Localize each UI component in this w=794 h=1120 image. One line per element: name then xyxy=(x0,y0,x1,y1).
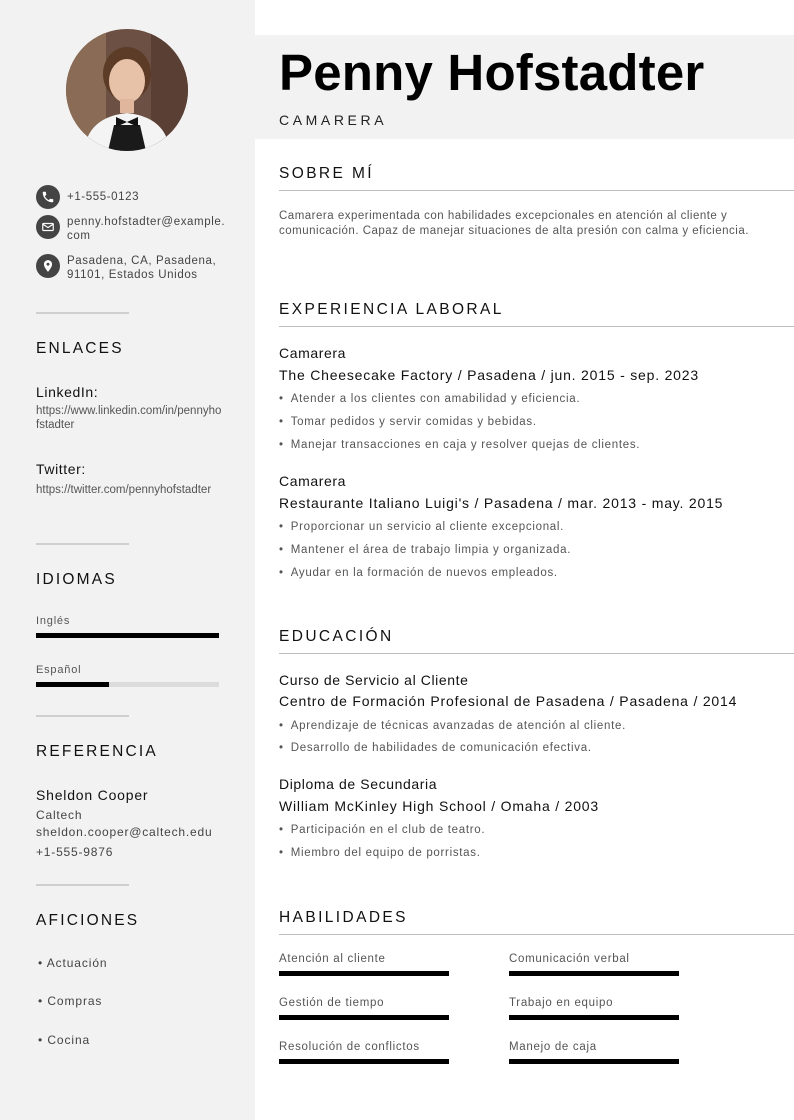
contact-phone xyxy=(36,185,226,209)
reference-name: Sheldon Cooper xyxy=(36,787,149,803)
education-bullet: • Desarrollo de habilidades de comunicación efectiva. xyxy=(279,742,592,754)
languages-heading: IDIOMAS xyxy=(36,571,117,588)
job-bullet: • Mantener el área de trabajo limpia y organizada. xyxy=(279,544,571,556)
skill-level-fill xyxy=(509,971,679,976)
education-subtitle: Centro de Formación Profesional de Pasadena / Pasadena / 2014 xyxy=(279,693,738,709)
skill-level-bar xyxy=(279,971,449,976)
job-title: Camarera xyxy=(279,345,347,361)
main-content xyxy=(255,0,794,1120)
phone-text: +1-555-0123 xyxy=(67,191,140,203)
candidate-name: Penny Hofstadter xyxy=(279,44,705,101)
education-bullet: • Miembro del equipo de porristas. xyxy=(279,847,481,859)
skill-level-fill xyxy=(509,1059,679,1064)
links-heading: ENLACES xyxy=(36,340,124,357)
language-level-fill xyxy=(36,682,109,687)
section-rule xyxy=(279,326,794,327)
contact-address xyxy=(36,254,226,282)
skill-level-fill xyxy=(279,971,449,976)
skill-level-bar xyxy=(279,1015,449,1020)
language-name: Inglés xyxy=(36,615,71,627)
language-level-bar xyxy=(36,682,219,687)
section-rule xyxy=(279,190,794,191)
divider xyxy=(36,312,129,314)
skills-heading: HABILIDADES xyxy=(279,909,408,926)
email-icon xyxy=(36,215,60,239)
reference-company: Caltech xyxy=(36,808,83,822)
email-text[interactable]: penny.hofstadter@example.com xyxy=(67,216,226,242)
contact-email xyxy=(36,215,226,243)
job-bullet: • Tomar pedidos y servir comidas y bebidas. xyxy=(279,416,537,428)
education-bullet: • Participación en el club de teatro. xyxy=(279,824,485,836)
about-text: Camarera experimentada con habilidades excepcionales en atención al cliente y comunicación. Capaz de manejar situaciones de alta presión con calma y eficiencia. xyxy=(279,210,749,237)
education-title: Curso de Servicio al Cliente xyxy=(279,672,469,688)
job-bullet: • Atender a los clientes con amabilidad y eficiencia. xyxy=(279,393,580,405)
linkedin-link[interactable]: https://www.linkedin.com/in/pennyhofstadter xyxy=(36,405,222,431)
job-title: Camarera xyxy=(279,473,347,489)
avatar xyxy=(66,29,188,151)
job-bullet: • Proporcionar un servicio al cliente excepcional. xyxy=(279,521,564,533)
skill-level-bar xyxy=(279,1059,449,1064)
skill-level-fill xyxy=(509,1015,679,1020)
skill-name: Comunicación verbal xyxy=(509,953,630,965)
divider xyxy=(36,884,129,886)
phone-icon xyxy=(36,185,60,209)
hobby-label: Actuación xyxy=(46,956,108,970)
twitter-link[interactable]: https://twitter.com/pennyhofstadter xyxy=(36,484,212,496)
education-heading: EDUCACIÓN xyxy=(279,628,394,645)
skill-level-bar xyxy=(509,1059,679,1064)
skill-level-bar xyxy=(509,1015,679,1020)
skill-name: Gestión de tiempo xyxy=(279,997,385,1009)
skill-level-fill xyxy=(279,1015,449,1020)
candidate-role: CAMARERA xyxy=(279,112,388,128)
job-subtitle: The Cheesecake Factory / Pasadena / jun. 2015 - sep. 2023 xyxy=(279,367,699,383)
sidebar xyxy=(0,0,255,1120)
hobby-label: Compras xyxy=(47,994,103,1008)
skill-name: Resolución de conflictos xyxy=(279,1041,420,1053)
divider xyxy=(36,543,129,545)
hobby-label: Cocina xyxy=(47,1033,91,1047)
experience-heading: EXPERIENCIA LABORAL xyxy=(279,301,504,318)
skill-level-fill xyxy=(279,1059,449,1064)
reference-phone: +1-555-9876 xyxy=(36,845,114,859)
job-bullet: • Manejar transacciones en caja y resolver quejas de clientes. xyxy=(279,439,640,451)
language-name: Español xyxy=(36,664,82,676)
linkedin-label: LinkedIn: xyxy=(36,384,99,400)
job-subtitle: Restaurante Italiano Luigi's / Pasadena / mar. 2013 - may. 2015 xyxy=(279,495,724,511)
skill-name: Manejo de caja xyxy=(509,1041,597,1053)
location-icon xyxy=(36,254,60,278)
job-bullet: • Ayudar en la formación de nuevos empleados. xyxy=(279,567,558,579)
education-bullet: • Aprendizaje de técnicas avanzadas de atención al cliente. xyxy=(279,720,626,732)
hobby-item: • Cocina xyxy=(38,1033,91,1047)
divider xyxy=(36,715,129,717)
hobby-item: • Actuación xyxy=(38,956,108,970)
about-heading: SOBRE MÍ xyxy=(279,165,374,182)
reference-heading: REFERENCIA xyxy=(36,743,158,760)
reference-email[interactable]: sheldon.cooper@caltech.edu xyxy=(36,825,213,839)
skill-name: Atención al cliente xyxy=(279,953,386,965)
twitter-label: Twitter: xyxy=(36,461,86,477)
education-subtitle: William McKinley High School / Omaha / 2003 xyxy=(279,798,599,814)
skill-name: Trabajo en equipo xyxy=(509,997,614,1009)
language-level-fill xyxy=(36,633,219,638)
hobby-item: • Compras xyxy=(38,994,103,1008)
section-rule xyxy=(279,934,794,935)
skill-level-bar xyxy=(509,971,679,976)
address-text: Pasadena, CA, Pasadena, 91101, Estados Unidos xyxy=(67,255,217,281)
language-level-bar xyxy=(36,633,219,638)
section-rule xyxy=(279,653,794,654)
hobbies-heading: AFICIONES xyxy=(36,912,140,929)
education-title: Diploma de Secundaria xyxy=(279,776,438,792)
